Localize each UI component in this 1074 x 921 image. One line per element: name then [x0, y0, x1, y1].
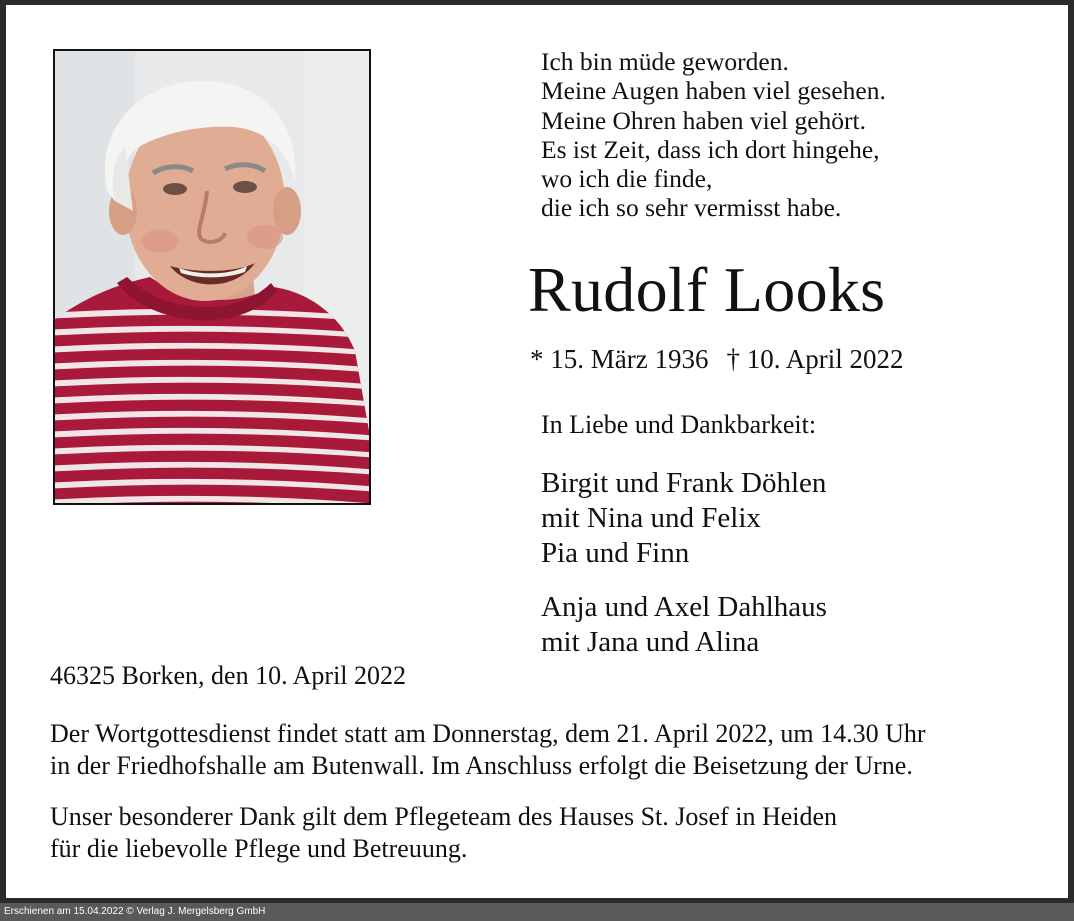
poem-line: Ich bin müde geworden.: [541, 47, 789, 76]
service-line: Der Wortgottesdienst findet statt am Donnerstag, dem 21. April 2022, um 14.30 Uhr: [50, 719, 926, 748]
poem: [541, 47, 886, 223]
publication-footer: Erschienen am 15.04.2022 © Verlag J. Mergelsberg GmbH: [0, 903, 1074, 921]
poem-line: Meine Augen haben viel gesehen.: [541, 76, 886, 106]
family-line: mit Nina und Felix: [541, 502, 761, 534]
family-line: mit Jana und Alina: [541, 626, 760, 658]
family-group: [541, 590, 827, 660]
mourners-intro: In Liebe und Dankbarkeit:: [541, 410, 817, 439]
family-line: Birgit und Frank Döhlen: [541, 467, 827, 499]
life-dates: [530, 342, 903, 376]
obituary-notice: [6, 5, 1068, 898]
family-line: Anja und Axel Dahlhaus: [541, 591, 827, 623]
family-group: [541, 466, 826, 571]
deceased-name: Rudolf Looks: [528, 254, 886, 325]
death-date: † 10. April 2022: [726, 344, 904, 374]
family-line: Pia und Finn: [541, 537, 690, 569]
poem-line: Es ist Zeit, dass ich dort hingehe,: [541, 134, 880, 164]
poem-line: wo ich die finde,: [541, 164, 713, 194]
poem-line: die ich so sehr vermisst habe.: [541, 193, 842, 223]
service-line: in der Friedhofshalle am Butenwall. Im Anschluss erfolgt die Beisetzung der Urne.: [50, 750, 913, 780]
thanks-line: für die liebevolle Pflege und Betreuung.: [50, 833, 468, 863]
thanks-line: Unser besonderer Dank gilt dem Pflegeteam des Hauses St. Josef in Heiden: [50, 802, 838, 831]
birth-date: * 15. März 1936: [530, 344, 709, 374]
thanks-note: [50, 801, 837, 864]
place-date: 46325 Borken, den 10. April 2022: [50, 661, 407, 690]
poem-line: Meine Ohren haben viel gehört.: [541, 105, 867, 135]
portrait-photo: [53, 49, 371, 505]
service-info: [50, 718, 926, 781]
